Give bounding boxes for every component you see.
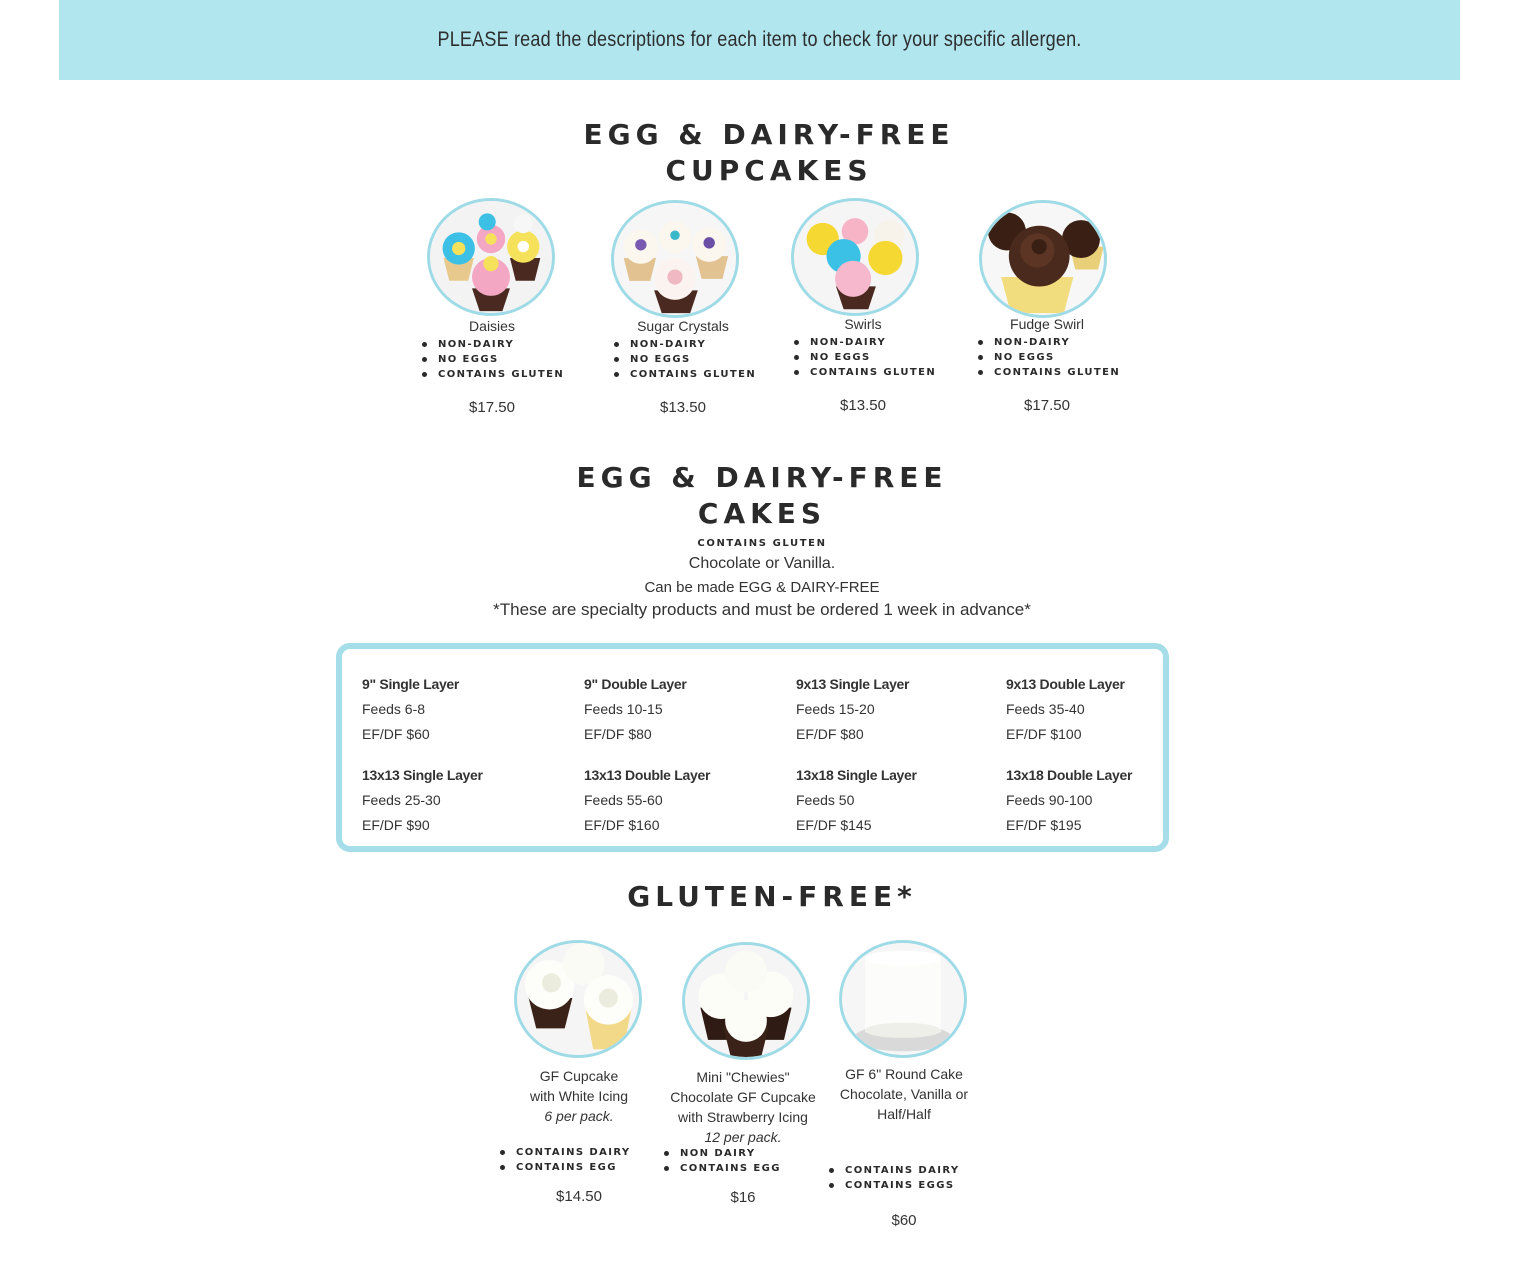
size-feeds: Feeds 25-30 — [362, 792, 441, 808]
allergen-banner — [59, 0, 1460, 80]
tag-item: NON-DAIRY — [612, 337, 756, 352]
daisies-photo[interactable] — [427, 198, 555, 316]
cupcakes-heading-line1: EGG & DAIRY-FREE — [583, 118, 955, 151]
tag-item: CONTAINS EGGS — [827, 1178, 960, 1193]
tag-item: CONTAINS EGG — [498, 1160, 631, 1175]
fudge-swirl-price: $17.50 — [1024, 397, 1070, 414]
gf-cupcake-pack: 6 per pack. — [544, 1108, 614, 1124]
cake-size-13x13-double — [584, 763, 710, 838]
size-feeds: Feeds 50 — [796, 792, 855, 808]
tag-item: NON-DAIRY — [976, 335, 1120, 350]
cakes-gluten-note: CONTAINS GLUTEN — [697, 538, 827, 549]
size-title: 13x18 Single Layer — [796, 767, 917, 783]
gf-round-cake-name-line2: Chocolate, Vanilla or — [839, 1086, 969, 1102]
size-price: EF/DF $80 — [584, 726, 652, 742]
gf-round-cake-name-line1: GF 6" Round Cake — [845, 1066, 963, 1082]
size-price: EF/DF $160 — [584, 817, 660, 833]
size-title: 9" Double Layer — [584, 676, 687, 692]
mini-chewies-name-line1: Mini "Chewies" — [696, 1069, 790, 1085]
tag-item: CONTAINS GLUTEN — [976, 365, 1120, 380]
cakes-egg-dairy-free-note: Can be made EGG & DAIRY-FREE — [644, 579, 880, 596]
cake-size-13x18-double — [1006, 763, 1132, 838]
swirls-name: Swirls — [844, 316, 882, 332]
tag-item: NO EGGS — [976, 350, 1120, 365]
tag-item: CONTAINS DAIRY — [498, 1145, 631, 1160]
size-feeds: Feeds 15-20 — [796, 701, 875, 717]
cakes-heading-line2: CAKES — [697, 497, 827, 530]
cake-size-13x13-single — [362, 763, 483, 838]
size-feeds: Feeds 10-15 — [584, 701, 663, 717]
daisies-price: $17.50 — [469, 399, 515, 416]
daisies-tags — [420, 337, 564, 382]
tag-item: NON DAIRY — [662, 1146, 781, 1161]
size-feeds: Feeds 90-100 — [1006, 792, 1093, 808]
cakes-flavors: Chocolate or Vanilla. — [688, 555, 836, 572]
tag-item: CONTAINS DAIRY — [827, 1163, 960, 1178]
tag-item: CONTAINS GLUTEN — [792, 365, 936, 380]
allergen-notice: PLEASE read the descriptions for each item to check for your specific allergen. — [437, 28, 1082, 51]
size-price: EF/DF $90 — [362, 817, 430, 833]
gf-cupcake-white-icing-photo[interactable] — [514, 940, 642, 1058]
cake-size-9x13-double — [1006, 672, 1125, 747]
size-title: 9" Single Layer — [362, 676, 460, 692]
gf-round-cake-name-line3: Half/Half — [877, 1106, 931, 1122]
cake-size-9in-double — [584, 672, 687, 747]
size-title: 9x13 Single Layer — [796, 676, 910, 692]
cake-size-9x13-single — [796, 672, 909, 747]
gf-round-cake-price: $60 — [891, 1212, 917, 1229]
size-title: 13x13 Single Layer — [362, 767, 483, 783]
tag-item: CONTAINS EGG — [662, 1161, 781, 1176]
gf-cupcake-tags — [498, 1145, 631, 1175]
sugar-crystals-price: $13.50 — [660, 399, 706, 416]
sugar-crystals-photo[interactable] — [611, 200, 739, 318]
daisies-name: Daisies — [469, 318, 515, 334]
cakes-advance-order-note: *These are specialty products and must be ordered 1 week in advance* — [493, 600, 1031, 619]
size-price: EF/DF $145 — [796, 817, 872, 833]
mini-chewies-tags — [662, 1146, 781, 1176]
mini-chewies-photo[interactable] — [682, 942, 810, 1060]
tag-item: NO EGGS — [420, 352, 564, 367]
gf-cupcake-name-line2: with White Icing — [529, 1088, 629, 1104]
cakes-heading-line1: EGG & DAIRY-FREE — [576, 461, 948, 494]
gf-cupcake-name — [499, 1066, 659, 1126]
sugar-crystals-tags — [612, 337, 756, 382]
swirls-photo[interactable] — [791, 198, 919, 316]
swirls-tags — [792, 335, 936, 380]
size-feeds: Feeds 6-8 — [362, 701, 426, 717]
size-feeds: Feeds 55-60 — [584, 792, 663, 808]
size-price: EF/DF $100 — [1006, 726, 1082, 742]
size-price: EF/DF $60 — [362, 726, 430, 742]
size-price: EF/DF $195 — [1006, 817, 1082, 833]
size-title: 9x13 Double Layer — [1006, 676, 1125, 692]
mini-chewies-name-line3: with Strawberry Icing — [678, 1109, 808, 1125]
tag-item: CONTAINS GLUTEN — [612, 367, 756, 382]
tag-item: NO EGGS — [792, 350, 936, 365]
size-price: EF/DF $80 — [796, 726, 864, 742]
size-feeds: Feeds 35-40 — [1006, 701, 1085, 717]
mini-chewies-name-line2: Chocolate GF Cupcake — [670, 1089, 816, 1105]
cakes-heading — [533, 460, 991, 532]
cupcakes-heading-line2: CUPCAKES — [665, 154, 873, 187]
fudge-swirl-tags — [976, 335, 1120, 380]
mini-chewies-pack: 12 per pack. — [704, 1129, 782, 1145]
tag-item: CONTAINS GLUTEN — [420, 367, 564, 382]
cake-size-9in-single — [362, 672, 459, 747]
gf-cupcake-name-line1: GF Cupcake — [539, 1068, 619, 1084]
tag-item: NO EGGS — [612, 352, 756, 367]
mini-chewies-name — [653, 1067, 833, 1147]
cupcakes-heading — [540, 117, 998, 189]
tag-item: NON-DAIRY — [792, 335, 936, 350]
size-title: 13x13 Double Layer — [584, 767, 711, 783]
gf-cupcake-price: $14.50 — [556, 1188, 602, 1205]
size-title: 13x18 Double Layer — [1006, 767, 1133, 783]
tag-item: NON-DAIRY — [420, 337, 564, 352]
gluten-free-heading: GLUTEN-FREE* — [627, 880, 917, 913]
mini-chewies-price: $16 — [730, 1189, 756, 1206]
gf-round-cake-tags — [827, 1163, 960, 1193]
gf-round-cake-photo[interactable] — [839, 940, 967, 1058]
gf-round-cake-name — [823, 1064, 985, 1124]
fudge-swirl-photo[interactable] — [979, 200, 1107, 318]
swirls-price: $13.50 — [840, 397, 886, 414]
fudge-swirl-name: Fudge Swirl — [1010, 316, 1084, 332]
cake-size-13x18-single — [796, 763, 917, 838]
sugar-crystals-name: Sugar Crystals — [637, 318, 729, 334]
